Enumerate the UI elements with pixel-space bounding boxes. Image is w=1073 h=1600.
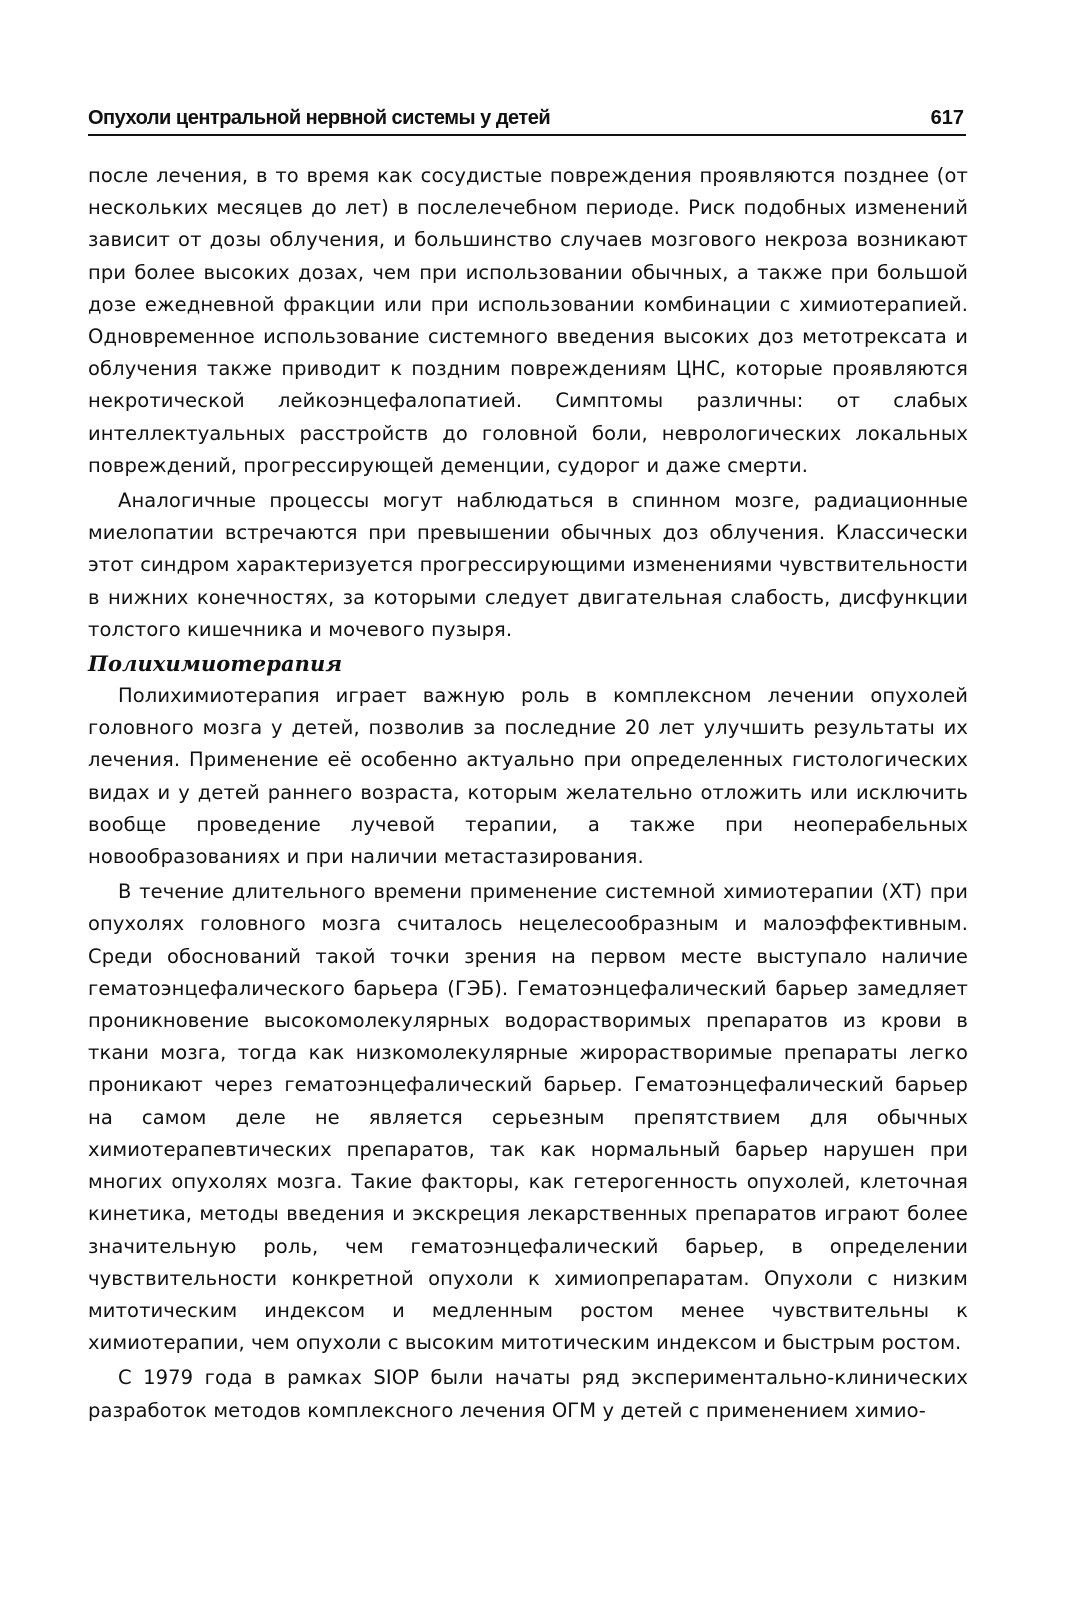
paragraph: Полихимиотерапия играет важную роль в комплексном лечении опухолей головного мозга у детей, позволив за последние 20 лет улучшить результаты их лечения. Применение её особенно актуально при определенных гистологических видах и у детей раннего возраста, которым желательно отложить или исключить вообще проведение лучевой терапии, а также при неоперабельных новообразованиях и при наличии метастазирования.	[88, 684, 968, 869]
section-heading: Полихимиотерапия	[88, 651, 343, 677]
paragraph: В течение длительного времени применение системной химиотерапии (ХТ) при опухолях головного мозга считалось нецелесообразным и малоэффективным. Среди обоснований такой точки зрения на первом месте выступало наличие гематоэнцефалического барьера (ГЭБ). Гематоэнцефалический барьер замедляет проникновение высокомолекулярных водорастворимых препаратов из крови в ткани мозга, тогда как низкомолекулярные жирорастворимые препараты легко проникают через гематоэнцефалический барьер. Гематоэнцефалический барьер на самом деле не является серьезным препятствием для обычных химиотерапевтических препаратов, так как нормальный барьер нарушен при многих опухолях мозга. Такие факторы, как гетерогенность опухолей, клеточная кинетика, методы введения и экскреция лекарственных препаратов играют более значительную роль, чем гематоэнцефалический барьер, в определении чувствительности конкретной опухоли к химиопрепаратам. Опухоли с низким митотическим индексом и медленным ростом менее чувствительны к химиотерапии, чем опухоли с высоким митотическим индексом и быстрым ростом.	[88, 880, 968, 1355]
page-number: 617	[930, 107, 964, 129]
paragraph-continuation: после лечения, в то время как сосудистые повреждения проявляются позднее (от нескольких месяцев до лет) в послелечебном периоде. Риск подобных изменений зависит от дозы облучения, и большинство случаев мозгового некроза возникают при более высоких дозах, чем при использовании обычных, а также при большой дозе ежедневной фракции или при использовании комбинации с химиотерапией. Одновременное использование системного введения высоких доз метотрексата и облучения также приводит к поздним повреждениям ЦНС, которые проявляются некротической лейкоэнцефалопатией. Симптомы различны: от слабых интеллектуальных расстройств до головной боли, неврологических локальных повреждений, прогрессирующей деменции, судорог и даже смерти.	[88, 164, 968, 477]
body-text	[88, 160, 968, 1427]
paragraph-last: С 1979 года в рамках SIOP были начаты ряд экспериментально-клинических разработок методов комплексного лечения ОГМ у детей с применением химио-	[88, 1366, 968, 1422]
paragraph: Аналогичные процессы могут наблюдаться в спинном мозге, радиационные миелопатии встречаются при превышении обычных доз облучения. Классически этот синдром характеризуется прогрессирующими изменениями чувствительности в нижних конечностях, за которыми следует двигательная слабость, дисфункции толстого кишечника и мочевого пузыря.	[88, 489, 968, 641]
running-header	[88, 104, 966, 136]
running-title: Опухоли центральной нервной системы у детей	[88, 107, 551, 129]
